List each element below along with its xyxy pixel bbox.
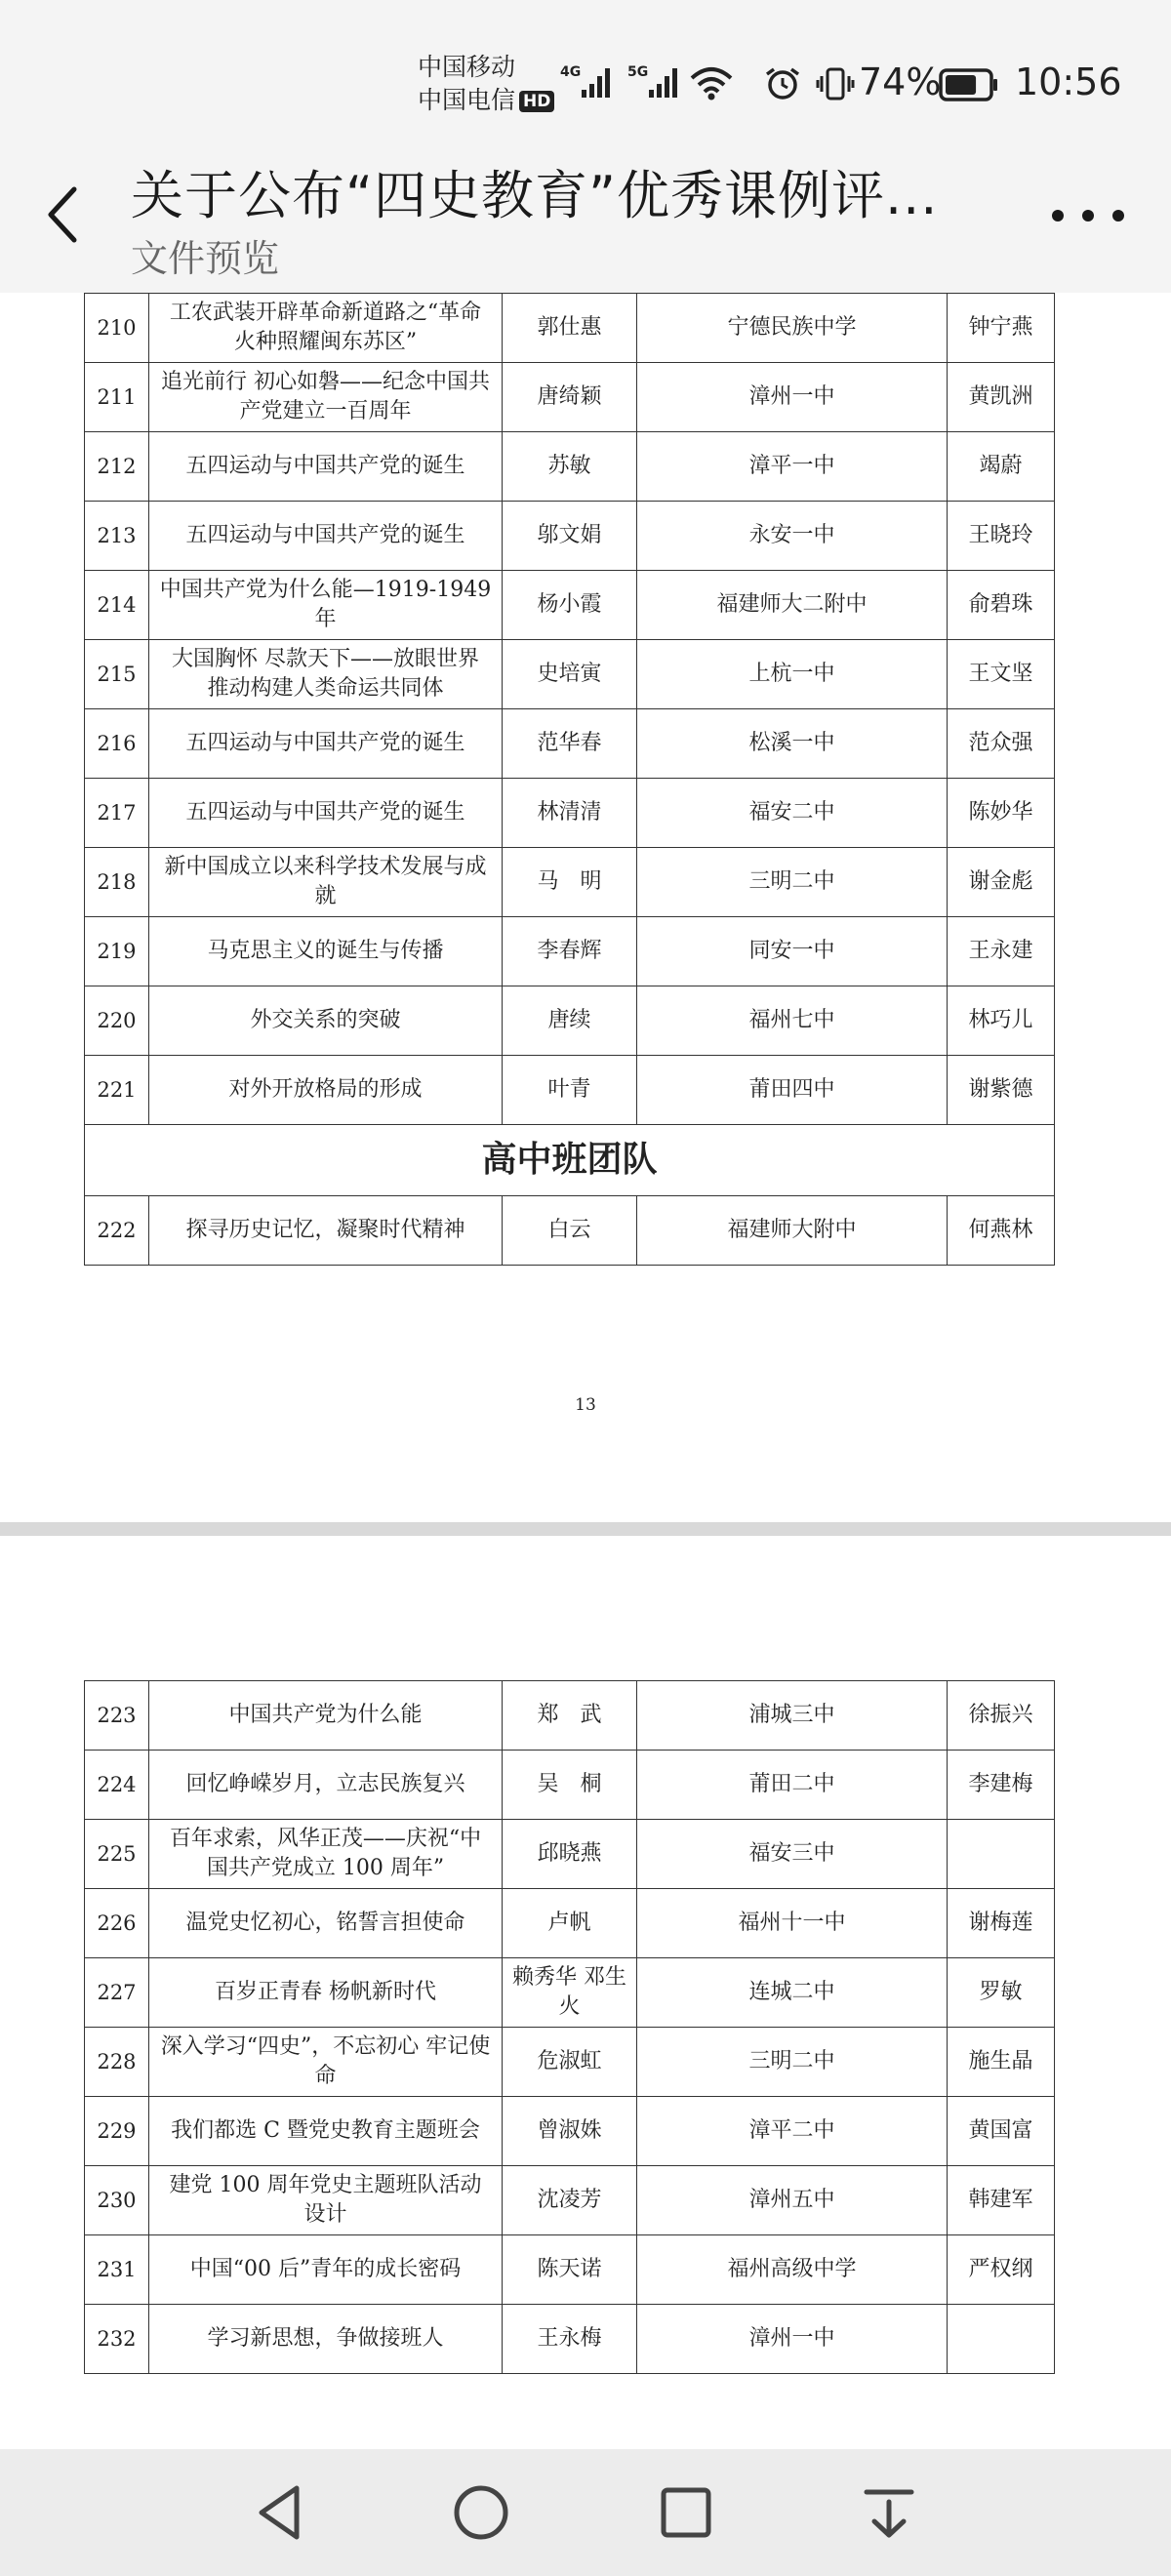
cell-advisor: 钟宁燕 (948, 294, 1055, 363)
cell-advisor: 徐振兴 (948, 1681, 1055, 1751)
cell-school: 浦城三中 (637, 1681, 948, 1751)
more-dots-icon[interactable] (1044, 203, 1132, 228)
cell-advisor (948, 2305, 1055, 2374)
cell-school: 漳州五中 (637, 2166, 948, 2235)
cell-school: 漳平一中 (637, 432, 948, 502)
cell-number: 210 (85, 294, 149, 363)
battery-icon (939, 68, 999, 101)
table-row (85, 294, 1055, 363)
cell-teacher: 陈天诺 (503, 2235, 637, 2305)
signal-4g-label: 4G (560, 64, 582, 80)
cell-teacher: 赖秀华 邓生火 (503, 1958, 637, 2028)
cell-number: 222 (85, 1196, 149, 1266)
cell-teacher: 史培寅 (503, 640, 637, 709)
cell-school: 莆田四中 (637, 1056, 948, 1125)
clock: 10:56 (1015, 60, 1122, 103)
cell-lesson-title: 五四运动与中国共产党的诞生 (149, 432, 503, 502)
alarm-icon (763, 66, 802, 101)
cell-number: 230 (85, 2166, 149, 2235)
cell-lesson-title: 追光前行 初心如磐——纪念中国共产党建立一百周年 (149, 363, 503, 432)
award-table-page-14 (84, 1680, 1055, 2374)
cell-number: 223 (85, 1681, 149, 1751)
document-preview-area[interactable] (0, 293, 1171, 2449)
vibrate-icon (816, 66, 855, 101)
cell-advisor: 王文坚 (948, 640, 1055, 709)
back-chevron-icon[interactable] (35, 176, 94, 254)
cell-advisor: 李建梅 (948, 1751, 1055, 1820)
table-row (85, 709, 1055, 779)
cell-teacher: 杨小霞 (503, 571, 637, 640)
table-row (85, 1751, 1055, 1820)
signal-4g-icon (560, 64, 619, 103)
table-row (85, 917, 1055, 986)
cell-teacher: 李春辉 (503, 917, 637, 986)
cell-lesson-title: 深入学习“四史”，不忘初心 牢记使命 (149, 2028, 503, 2097)
cell-lesson-title: 外交关系的突破 (149, 986, 503, 1056)
cell-number: 224 (85, 1751, 149, 1820)
cell-teacher: 王永梅 (503, 2305, 637, 2374)
section-header-row (85, 1125, 1055, 1196)
cell-number: 227 (85, 1958, 149, 2028)
cell-advisor: 王永建 (948, 917, 1055, 986)
cell-school: 漳州一中 (637, 363, 948, 432)
cell-teacher: 苏敏 (503, 432, 637, 502)
cell-teacher: 邬文娟 (503, 502, 637, 571)
table-row (85, 848, 1055, 917)
cell-number: 218 (85, 848, 149, 917)
cell-teacher: 卢帆 (503, 1889, 637, 1958)
cell-advisor: 罗敏 (948, 1958, 1055, 2028)
cell-number: 228 (85, 2028, 149, 2097)
cell-advisor: 竭蔚 (948, 432, 1055, 502)
cell-teacher: 林清清 (503, 779, 637, 848)
cell-school: 福安二中 (637, 779, 948, 848)
cell-advisor: 林巧儿 (948, 986, 1055, 1056)
table-row (85, 2028, 1055, 2097)
cell-teacher: 曾淑姝 (503, 2097, 637, 2166)
cell-lesson-title: 温党史忆初心，铭誓言担使命 (149, 1889, 503, 1958)
cell-school: 福州十一中 (637, 1889, 948, 1958)
system-nav-bar (0, 2449, 1171, 2576)
cell-number: 231 (85, 2235, 149, 2305)
carrier-2: 中国电信 (418, 86, 516, 114)
award-table-page-13 (84, 293, 1055, 1266)
cell-number: 220 (85, 986, 149, 1056)
cell-number: 232 (85, 2305, 149, 2374)
cell-school: 福州高级中学 (637, 2235, 948, 2305)
table-row (85, 1196, 1055, 1266)
cell-school: 三明二中 (637, 2028, 948, 2097)
cell-number: 213 (85, 502, 149, 571)
cell-teacher: 邱晓燕 (503, 1820, 637, 1889)
cell-advisor: 谢紫德 (948, 1056, 1055, 1125)
table-row (85, 986, 1055, 1056)
cell-advisor: 谢金彪 (948, 848, 1055, 917)
table-row (85, 2235, 1055, 2305)
cell-school: 宁德民族中学 (637, 294, 948, 363)
document-title: 关于公布“四史教育”优秀课例评... (131, 165, 939, 226)
cell-lesson-title: 学习新思想，争做接班人 (149, 2305, 503, 2374)
cell-teacher: 沈凌芳 (503, 2166, 637, 2235)
cell-school: 福州七中 (637, 986, 948, 1056)
cell-advisor: 黄凯洲 (948, 363, 1055, 432)
cell-number: 215 (85, 640, 149, 709)
table-row (85, 1056, 1055, 1125)
carrier-info (418, 51, 554, 117)
nav-back-icon[interactable] (246, 2478, 314, 2547)
cell-school: 福建师大附中 (637, 1196, 948, 1266)
cell-number: 226 (85, 1889, 149, 1958)
cell-school: 三明二中 (637, 848, 948, 917)
table-row (85, 1820, 1055, 1889)
cell-number: 221 (85, 1056, 149, 1125)
cell-advisor: 严权纲 (948, 2235, 1055, 2305)
cell-teacher: 范华春 (503, 709, 637, 779)
page-separator (0, 1522, 1171, 1536)
cell-lesson-title: 回忆峥嵘岁月，立志民族复兴 (149, 1751, 503, 1820)
carrier-1: 中国移动 (418, 53, 516, 81)
cell-school: 同安一中 (637, 917, 948, 986)
cell-school: 莆田二中 (637, 1751, 948, 1820)
cell-number: 214 (85, 571, 149, 640)
cell-advisor: 王晓玲 (948, 502, 1055, 571)
cell-lesson-title: 中国“00 后”青年的成长密码 (149, 2235, 503, 2305)
cell-school: 漳平二中 (637, 2097, 948, 2166)
cell-number: 217 (85, 779, 149, 848)
cell-lesson-title: 百年求索，风华正茂——庆祝“中国共产党成立 100 周年” (149, 1820, 503, 1889)
hd-badge: HD (519, 91, 554, 112)
cell-school: 永安一中 (637, 502, 948, 571)
cell-advisor (948, 1820, 1055, 1889)
cell-school: 上杭一中 (637, 640, 948, 709)
table-row (85, 1681, 1055, 1751)
cell-advisor: 俞碧珠 (948, 571, 1055, 640)
cell-school: 漳州一中 (637, 2305, 948, 2374)
cell-lesson-title: 中国共产党为什么能 (149, 1681, 503, 1751)
cell-lesson-title: 百岁正青春 杨帆新时代 (149, 1958, 503, 2028)
cell-number: 229 (85, 2097, 149, 2166)
cell-advisor: 黄国富 (948, 2097, 1055, 2166)
cell-school: 福建师大二附中 (637, 571, 948, 640)
cell-lesson-title: 大国胸怀 尽款天下——放眼世界 推动构建人类命运共同体 (149, 640, 503, 709)
table-row (85, 2166, 1055, 2235)
cell-lesson-title: 新中国成立以来科学技术发展与成就 (149, 848, 503, 917)
cell-number: 216 (85, 709, 149, 779)
cell-advisor: 施生晶 (948, 2028, 1055, 2097)
cell-teacher: 唐绮颖 (503, 363, 637, 432)
cell-lesson-title: 五四运动与中国共产党的诞生 (149, 779, 503, 848)
cell-lesson-title: 我们都选 C 暨党史教育主题班会 (149, 2097, 503, 2166)
cell-advisor: 何燕林 (948, 1196, 1055, 1266)
cell-advisor: 范众强 (948, 709, 1055, 779)
cell-teacher: 白云 (503, 1196, 637, 1266)
table-row (85, 571, 1055, 640)
cell-teacher: 危淑虹 (503, 2028, 637, 2097)
table-row (85, 432, 1055, 502)
cell-teacher: 郑 武 (503, 1681, 637, 1751)
wifi-icon (689, 66, 734, 101)
page-number: 13 (575, 1395, 596, 1415)
cell-teacher: 马 明 (503, 848, 637, 917)
signal-5g-label: 5G (627, 64, 649, 80)
battery-fill (946, 75, 976, 95)
cell-school: 松溪一中 (637, 709, 948, 779)
cell-lesson-title: 中国共产党为什么能—1919-1949 年 (149, 571, 503, 640)
cell-lesson-title: 五四运动与中国共产党的诞生 (149, 709, 503, 779)
cell-number: 211 (85, 363, 149, 432)
nav-home-icon[interactable] (447, 2478, 515, 2547)
cell-teacher: 吴 桐 (503, 1751, 637, 1820)
table-row (85, 2097, 1055, 2166)
cell-teacher: 叶青 (503, 1056, 637, 1125)
cell-teacher: 唐续 (503, 986, 637, 1056)
nav-download-icon[interactable] (855, 2478, 923, 2547)
table-row (85, 363, 1055, 432)
cell-advisor: 谢梅莲 (948, 1889, 1055, 1958)
table-row (85, 779, 1055, 848)
cell-advisor: 韩建军 (948, 2166, 1055, 2235)
table-row (85, 1889, 1055, 1958)
top-bar (0, 0, 1171, 293)
battery-percentage: 74% (859, 60, 942, 103)
cell-lesson-title: 马克思主义的诞生与传播 (149, 917, 503, 986)
cell-number: 219 (85, 917, 149, 986)
nav-recent-apps-icon[interactable] (652, 2478, 720, 2547)
section-title: 高中班团队 (85, 1125, 1055, 1196)
signal-5g-icon (627, 64, 686, 103)
document-subtitle: 文件预览 (131, 237, 280, 280)
cell-number: 225 (85, 1820, 149, 1889)
table-row (85, 640, 1055, 709)
cell-lesson-title: 对外开放格局的形成 (149, 1056, 503, 1125)
cell-lesson-title: 工农武装开辟革命新道路之“革命火种照耀闽东苏区” (149, 294, 503, 363)
cell-lesson-title: 探寻历史记忆，凝聚时代精神 (149, 1196, 503, 1266)
table-row (85, 2305, 1055, 2374)
cell-advisor: 陈妙华 (948, 779, 1055, 848)
cell-lesson-title: 建党 100 周年党史主题班队活动设计 (149, 2166, 503, 2235)
cell-school: 连城二中 (637, 1958, 948, 2028)
table-row (85, 1958, 1055, 2028)
table-row (85, 502, 1055, 571)
cell-lesson-title: 五四运动与中国共产党的诞生 (149, 502, 503, 571)
cell-number: 212 (85, 432, 149, 502)
cell-school: 福安三中 (637, 1820, 948, 1889)
cell-teacher: 郭仕惠 (503, 294, 637, 363)
